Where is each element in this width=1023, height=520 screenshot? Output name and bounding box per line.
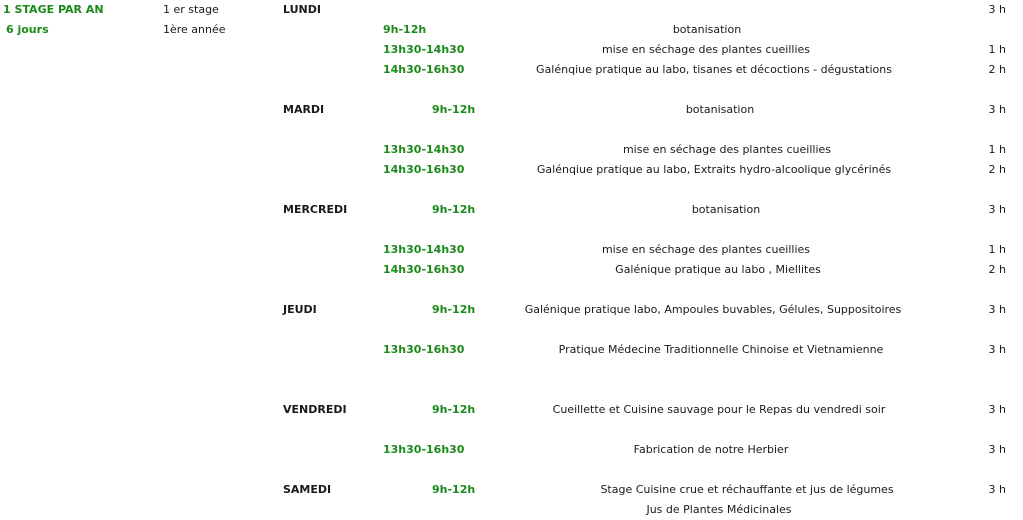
activity-cell: Galénique pratique au labo , Miellites	[615, 263, 821, 276]
time-cell: 13h30-16h30	[383, 343, 465, 356]
time-cell: 9h-12h	[383, 23, 427, 36]
day-label: JEUDI	[283, 303, 317, 316]
time-cell: 13h30-14h30	[383, 43, 465, 56]
hours-cell: 1 h	[988, 43, 1006, 56]
time-cell: 9h-12h	[432, 403, 476, 416]
activity-cell: Cueillette et Cuisine sauvage pour le Repas du vendredi soir	[552, 403, 886, 416]
activity-cell: Pratique Médecine Traditionnelle Chinoise et Vietnamienne	[558, 343, 884, 356]
time-cell: 14h30-16h30	[383, 63, 465, 76]
time-cell: 14h30-16h30	[383, 163, 465, 176]
day-label: LUNDI	[283, 3, 321, 16]
hours-cell: 3 h	[988, 103, 1006, 116]
hours-cell: 2 h	[988, 263, 1006, 276]
activity-cell: mise en séchage des plantes cueillies	[601, 43, 811, 56]
activity-cell: botanisation	[691, 203, 761, 216]
activity-cell: mise en séchage des plantes cueillies	[622, 143, 832, 156]
time-cell: 14h30-16h30	[383, 263, 465, 276]
activity-cell: Galénqiue pratique au labo, Extraits hydro-alcoolique glycérinés	[536, 163, 892, 176]
day-label: MERCREDI	[283, 203, 348, 216]
activity-cell: Jus de Plantes Médicinales	[646, 503, 792, 516]
time-cell: 9h-12h	[432, 103, 476, 116]
activity-cell: Stage Cuisine crue et réchauffante et jus de légumes	[600, 483, 894, 496]
activity-cell: Fabrication de notre Herbier	[633, 443, 789, 456]
hours-cell: 3 h	[988, 303, 1006, 316]
hours-cell: 3 h	[988, 443, 1006, 456]
time-cell: 9h-12h	[432, 203, 476, 216]
activity-cell: Galénique pratique labo, Ampoules buvables, Gélules, Suppositoires	[524, 303, 902, 316]
hours-cell: 1 h	[988, 143, 1006, 156]
time-cell: 13h30-14h30	[383, 143, 465, 156]
year-label: 1ère année	[163, 23, 226, 36]
activity-cell: botanisation	[685, 103, 755, 116]
stage-title: 1 STAGE PAR AN	[3, 3, 104, 16]
hours-cell: 2 h	[988, 63, 1006, 76]
stage-number: 1 er stage	[163, 3, 219, 16]
time-cell: 9h-12h	[432, 303, 476, 316]
days-count: 6 jours	[6, 23, 49, 36]
hours-cell: 3 h	[988, 203, 1006, 216]
day-label: SAMEDI	[283, 483, 332, 496]
time-cell: 13h30-16h30	[383, 443, 465, 456]
time-cell: 9h-12h	[432, 483, 476, 496]
day-label: VENDREDI	[283, 403, 347, 416]
activity-cell: botanisation	[672, 23, 742, 36]
day-label: MARDI	[283, 103, 325, 116]
hours-cell: 3 h	[988, 3, 1006, 16]
hours-cell: 3 h	[988, 403, 1006, 416]
hours-cell: 3 h	[988, 483, 1006, 496]
hours-cell: 1 h	[988, 243, 1006, 256]
activity-cell: mise en séchage des plantes cueillies	[601, 243, 811, 256]
hours-cell: 2 h	[988, 163, 1006, 176]
hours-cell: 3 h	[988, 343, 1006, 356]
time-cell: 13h30-14h30	[383, 243, 465, 256]
activity-cell: Galénqiue pratique au labo, tisanes et décoctions - dégustations	[536, 63, 892, 76]
